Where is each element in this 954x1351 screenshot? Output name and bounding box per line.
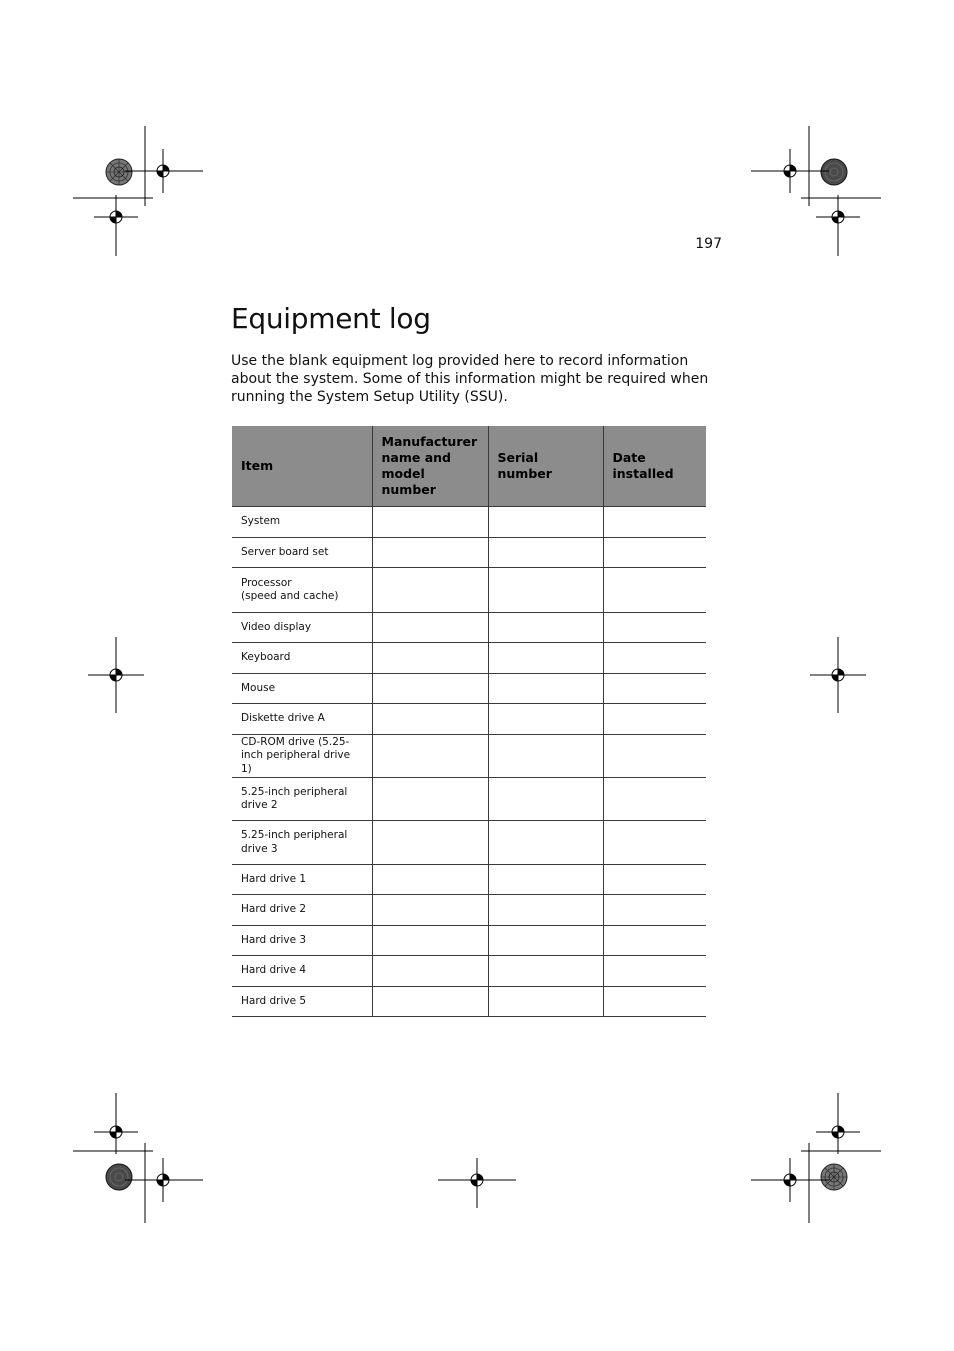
page-title: Equipment log [231, 302, 431, 335]
manufacturer-cell [372, 538, 488, 568]
serial-number-cell [488, 821, 603, 865]
date-installed-cell [603, 568, 706, 613]
manufacturer-cell [372, 704, 488, 735]
date-installed-cell [603, 613, 706, 643]
manufacturer-cell [372, 865, 488, 895]
table-row [232, 735, 706, 778]
manufacturer-cell [372, 956, 488, 987]
date-installed-cell [603, 865, 706, 895]
header-manufacturer: Manufacturer name and model number [372, 426, 488, 507]
item-cell: Hard drive 3 [232, 926, 372, 956]
date-installed-cell [603, 704, 706, 735]
serial-number-cell [488, 704, 603, 735]
serial-number-cell [488, 778, 603, 821]
table-row [232, 865, 706, 895]
manufacturer-cell [372, 821, 488, 865]
item-cell: 5.25-inch peripheral drive 3 [232, 821, 372, 865]
manufacturer-cell [372, 987, 488, 1017]
header-serial-number: Serial number [488, 426, 603, 507]
item-cell: Hard drive 5 [232, 987, 372, 1017]
date-installed-cell [603, 674, 706, 704]
table-row [232, 926, 706, 956]
date-installed-cell [603, 507, 706, 538]
table-row [232, 956, 706, 987]
serial-number-cell [488, 865, 603, 895]
serial-number-cell [488, 895, 603, 926]
date-installed-cell [603, 778, 706, 821]
date-installed-cell [603, 895, 706, 926]
item-cell: Hard drive 1 [232, 865, 372, 895]
header-date-installed: Date installed [603, 426, 706, 507]
serial-number-cell [488, 956, 603, 987]
table-row [232, 778, 706, 821]
date-installed-cell [603, 956, 706, 987]
item-cell: Keyboard [232, 643, 372, 674]
item-cell: Mouse [232, 674, 372, 704]
manufacturer-cell [372, 674, 488, 704]
table-row [232, 704, 706, 735]
manufacturer-cell [372, 507, 488, 538]
starburst-mark-icon [821, 159, 847, 185]
manufacturer-cell [372, 568, 488, 613]
manufacturer-cell [372, 735, 488, 778]
table-row [232, 507, 706, 538]
serial-number-cell [488, 987, 603, 1017]
serial-number-cell [488, 674, 603, 704]
serial-number-cell [488, 538, 603, 568]
table-row [232, 613, 706, 643]
table-body [232, 507, 706, 1017]
item-cell: Diskette drive A [232, 704, 372, 735]
item-cell: Hard drive 2 [232, 895, 372, 926]
item-cell: CD-ROM drive (5.25- inch peripheral drive 1) [232, 735, 372, 778]
date-installed-cell [603, 926, 706, 956]
header-item: Item [232, 426, 372, 507]
item-cell: Processor (speed and cache) [232, 568, 372, 613]
item-cell: Server board set [232, 538, 372, 568]
table-row [232, 895, 706, 926]
table-row [232, 674, 706, 704]
date-installed-cell [603, 735, 706, 778]
table-row [232, 821, 706, 865]
intro-paragraph: Use the blank equipment log provided here to record information about the system. Some of this information might be required when running the System Setup Utility (SSU). [231, 353, 709, 405]
table-row [232, 643, 706, 674]
table-row [232, 538, 706, 568]
manufacturer-cell [372, 613, 488, 643]
serial-number-cell [488, 735, 603, 778]
table-row [232, 987, 706, 1017]
serial-number-cell [488, 643, 603, 674]
manufacturer-cell [372, 643, 488, 674]
serial-number-cell [488, 613, 603, 643]
date-installed-cell [603, 821, 706, 865]
manufacturer-cell [372, 926, 488, 956]
item-cell: System [232, 507, 372, 538]
manufacturer-cell [372, 778, 488, 821]
table-header-row [232, 426, 706, 507]
equipment-log-table [232, 426, 706, 1017]
starburst-mark-icon [821, 1164, 847, 1190]
date-installed-cell [603, 643, 706, 674]
starburst-mark-icon [106, 159, 132, 185]
table-row [232, 568, 706, 613]
page-number: 197 [695, 236, 722, 252]
starburst-mark-icon [106, 1164, 132, 1190]
serial-number-cell [488, 926, 603, 956]
date-installed-cell [603, 987, 706, 1017]
manufacturer-cell [372, 895, 488, 926]
serial-number-cell [488, 507, 603, 538]
item-cell: Hard drive 4 [232, 956, 372, 987]
item-cell: Video display [232, 613, 372, 643]
item-cell: 5.25-inch peripheral drive 2 [232, 778, 372, 821]
date-installed-cell [603, 538, 706, 568]
serial-number-cell [488, 568, 603, 613]
